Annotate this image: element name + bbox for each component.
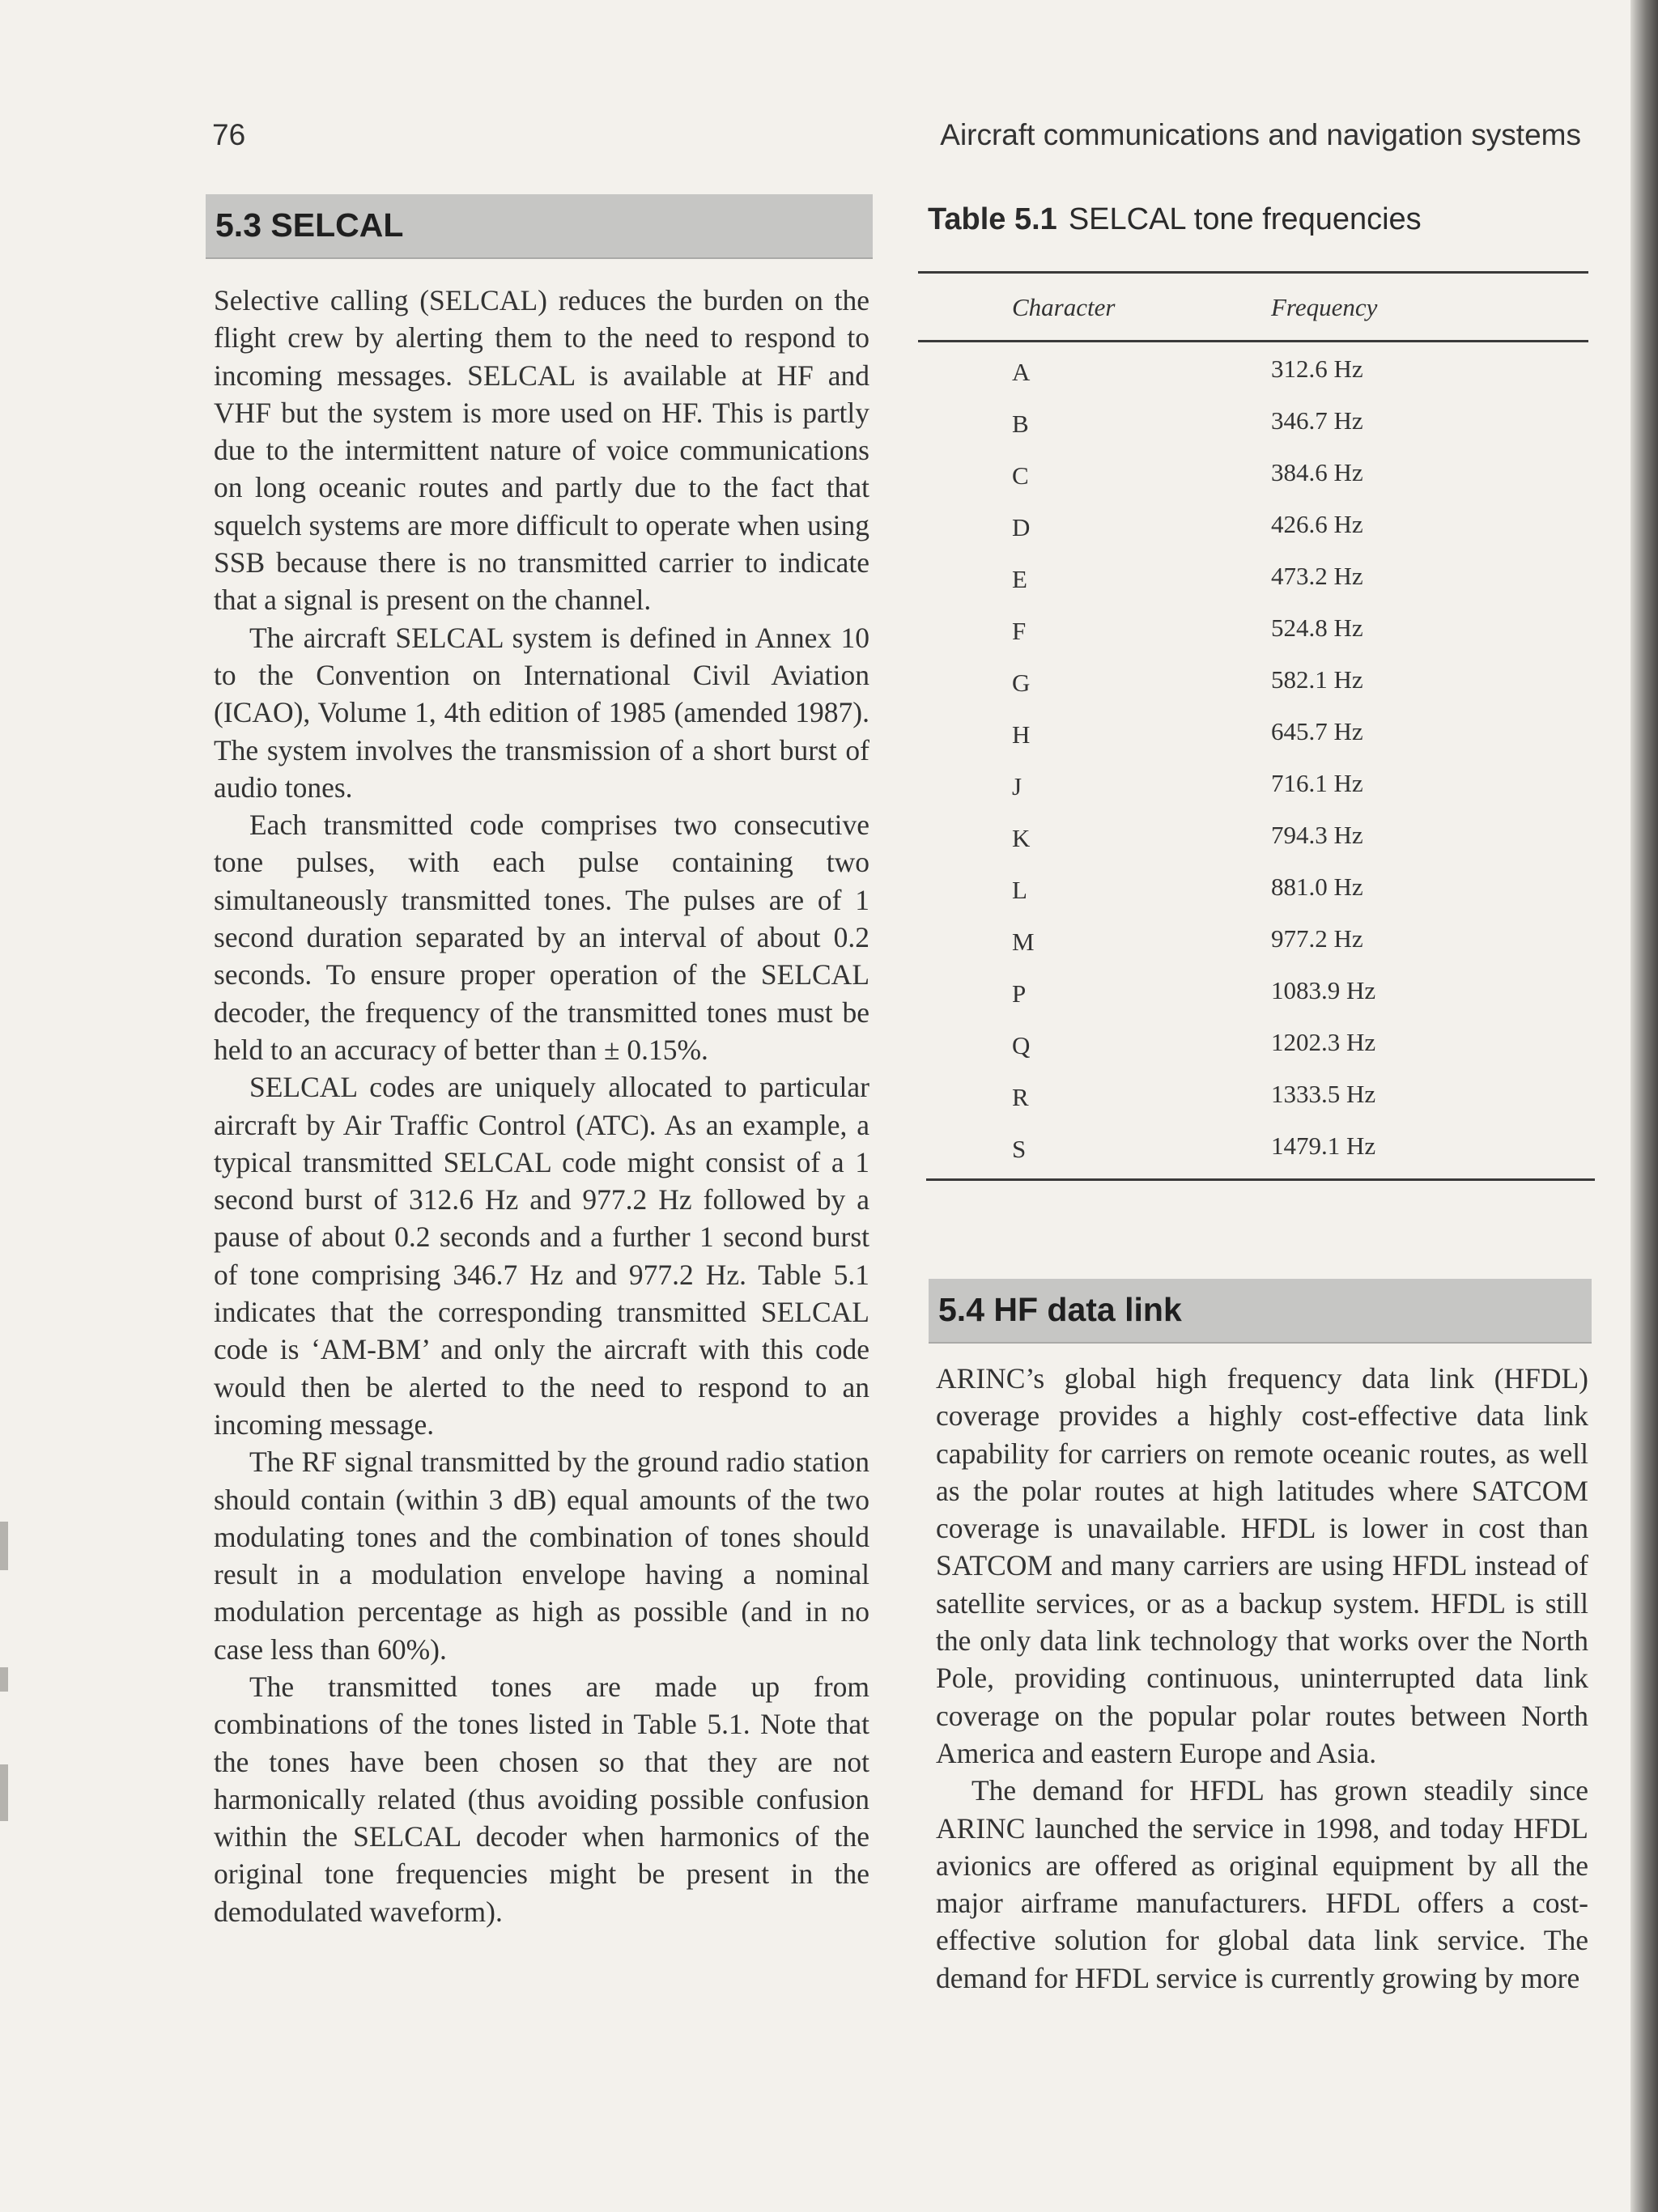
frequency-cell: 881.0 Hz	[1271, 872, 1363, 901]
paragraph: Each transmitted code comprises two consecutive tone pulses, with each pulse containing two simultaneously transmitted tones. The pulses are of 1 second duration separated by an interval of about 0.2 seconds. To ensure proper operation of the SELCAL decoder, the frequency of the transmitted tones must be held to an accuracy of better than ± 0.15%.	[214, 809, 869, 1066]
page-binding-shadow	[1630, 0, 1658, 2212]
table-row	[918, 607, 1588, 659]
table-row	[918, 503, 1588, 555]
table-row	[918, 348, 1588, 400]
character-cell: B	[1012, 410, 1029, 438]
section-heading: 5.4 HF data link	[938, 1291, 1182, 1328]
table-row	[918, 970, 1588, 1021]
frequency-cell: 794.3 Hz	[1271, 821, 1363, 849]
frequency-cell: 1202.3 Hz	[1271, 1028, 1376, 1056]
page-number: 76	[212, 118, 246, 151]
character-cell: M	[1012, 928, 1035, 956]
table-top-rule	[918, 271, 1588, 274]
table-header-rule	[918, 340, 1588, 342]
frequency-cell: 384.6 Hz	[1271, 458, 1363, 486]
character-cell: C	[1012, 461, 1029, 490]
frequency-cell: 582.1 Hz	[1271, 665, 1363, 694]
section-heading-bar	[206, 194, 873, 259]
character-cell: Q	[1012, 1031, 1031, 1059]
frequency-cell: 1333.5 Hz	[1271, 1080, 1376, 1108]
frequency-cell: 1479.1 Hz	[1271, 1131, 1376, 1160]
section-body	[214, 282, 869, 1930]
section-body	[936, 1360, 1588, 1997]
section-heading: 5.3 SELCAL	[215, 206, 404, 244]
paragraph: The transmitted tones are made up from combinations of the tones listed in Table 5.1. Note that the tones have been chosen so that they are not harmonically related (thus avoiding possible confusion within the SELCAL decoder when harmonics of the original tone frequencies might be present in the demodulated waveform).	[214, 1670, 869, 1928]
table-row	[918, 762, 1588, 814]
character-cell: J	[1012, 772, 1022, 800]
frequency-cell: 524.8 Hz	[1271, 614, 1363, 642]
table-row	[918, 400, 1588, 452]
frequency-cell: 346.7 Hz	[1271, 406, 1363, 435]
character-cell: A	[1012, 358, 1031, 386]
character-cell: E	[1012, 565, 1027, 593]
table-row	[918, 1125, 1588, 1177]
table-row	[918, 555, 1588, 607]
character-cell: S	[1012, 1135, 1027, 1163]
table-row	[918, 918, 1588, 970]
paragraph: The aircraft SELCAL system is defined in Annex 10 to the Convention on International Civil Aviation (ICAO), Volume 1, 4th edition of 1985 (amended 1987). The system involves the transmission of a short burst of audio tones.	[214, 621, 869, 804]
margin-scan-mark	[0, 1667, 8, 1692]
table-title: SELCAL tone frequencies	[1068, 202, 1422, 236]
frequency-cell: 716.1 Hz	[1271, 769, 1363, 797]
paragraph: SELCAL codes are uniquely allocated to particular aircraft by Air Traffic Control (ATC). As an example, a typical transmitted SELCAL code might consist of a 1 second burst of 312.6 Hz and 977.2 Hz followed by a pause of about 0.2 seconds and a further 1 second burst of tone comprising 346.7 Hz and 977.2 Hz. Table 5.1 indicates that the corresponding transmitted SELCAL code is ‘AM-BM’ and only the aircraft with this code would then be alerted to the need to respond to an incoming message.	[214, 1071, 869, 1441]
column-header-character: Character	[1012, 293, 1116, 321]
table-row	[918, 711, 1588, 762]
character-cell: P	[1012, 979, 1027, 1008]
paragraph: The demand for HFDL has grown steadily since ARINC launched the service in 1998, and today HFDL avionics are offered as original equipment by all the major airframe manufacturers. HFDL offers a cost-effective solution for global data link service. The demand for HFDL service is currently growing by more	[936, 1774, 1588, 1994]
paragraph: ARINC’s global high frequency data link (HFDL) coverage provides a highly cost-effective data link capability for carriers on remote oceanic routes, as well as the polar routes at high latitudes where SATCOM coverage is unavailable. HFDL is lower in cost than SATCOM and many carriers are using HFDL instead of satellite services, or as a backup system. HFDL is still the only data link technology that works over the North Pole, providing continuous, uninterrupted data link coverage on the popular polar routes between North America and eastern Europe and Asia.	[936, 1362, 1588, 1769]
table-row	[918, 866, 1588, 918]
character-cell: D	[1012, 513, 1031, 541]
character-cell: G	[1012, 669, 1031, 697]
character-cell: L	[1012, 876, 1027, 904]
table-label: Table 5.1	[928, 202, 1057, 236]
table-row	[918, 814, 1588, 866]
table-row	[918, 659, 1588, 711]
character-cell: K	[1012, 824, 1031, 852]
table-row	[918, 1073, 1588, 1125]
running-head: Aircraft communications and navigation systems	[940, 118, 1581, 151]
table-row	[918, 452, 1588, 503]
frequency-cell: 1083.9 Hz	[1271, 976, 1376, 1004]
column-header-frequency: Frequency	[1271, 293, 1378, 321]
table-caption	[928, 202, 1422, 237]
table-bottom-rule	[926, 1178, 1595, 1181]
character-cell: H	[1012, 720, 1031, 749]
margin-scan-mark	[0, 1522, 8, 1570]
character-cell: R	[1012, 1083, 1029, 1111]
character-cell: F	[1012, 617, 1027, 645]
section-heading-bar	[929, 1279, 1592, 1344]
frequency-cell: 426.6 Hz	[1271, 510, 1363, 538]
paragraph: Selective calling (SELCAL) reduces the burden on the flight crew by alerting them to the need to respond to incoming messages. SELCAL is available at HF and VHF but the system is more used on HF. This is partly due to the intermittent nature of voice communications on long oceanic routes and partly due to the fact that squelch systems are more difficult to operate when using SSB because there is no transmitted carrier to indicate that a signal is present on the channel.	[214, 284, 869, 617]
frequency-cell: 312.6 Hz	[1271, 355, 1363, 383]
frequency-cell: 473.2 Hz	[1271, 562, 1363, 590]
margin-scan-mark	[0, 1764, 8, 1821]
table-row	[918, 1021, 1588, 1073]
paragraph: The RF signal transmitted by the ground radio station should contain (within 3 dB) equal amounts of the two modulating tones and the combination of tones should result in a modulation envelope having a nominal modulation percentage as high as possible (and in no case less than 60%).	[214, 1446, 869, 1666]
frequency-cell: 645.7 Hz	[1271, 717, 1363, 745]
frequency-cell: 977.2 Hz	[1271, 924, 1363, 953]
